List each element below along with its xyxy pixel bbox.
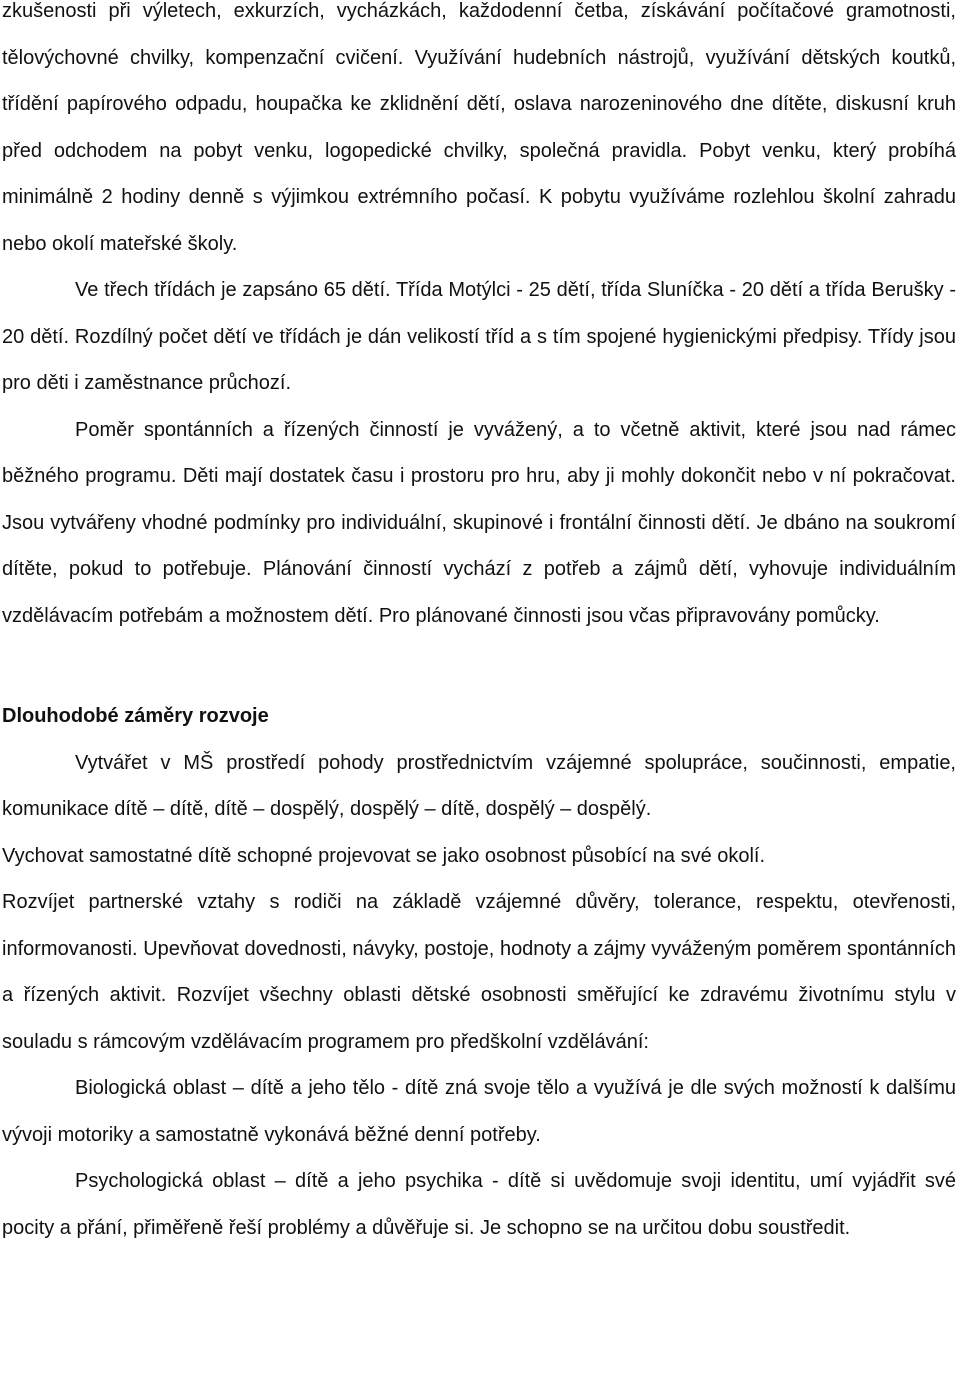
section-spacer — [2, 639, 956, 685]
paragraph-biological-area: Biologická oblast – dítě a jeho tělo - dítě zná svoje tělo a využívá je dle svých možností k dalšímu vývoji motoriky a samostatně vykonává běžné denní potřeby. — [2, 1077, 956, 1146]
paragraph-classes: Ve třech třídách je zapsáno 65 dětí. Třída Motýlci - 25 dětí, třída Sluníčka - 20 dětí a třída Berušky - 20 dětí. Rozdílný počet dětí ve třídách je dán velikostí tříd a s tím spojené hygienickými předpisy. Třídy jsou pro děti i zaměstnance průchozí. — [2, 279, 956, 394]
paragraph-activities: zkušenosti při výletech, exkurzích, vycházkách, každodenní četba, získávání počítačové gramotnosti, tělovýchovné chvilky, kompenzační cvičení. Využívání hudebních nástrojů, využívání dětských koutků, třídění papírového odpadu, houpačka ke zklidnění dětí, oslava narozeninového dne dítěte, diskusní kruh před odchodem na pobyt venku, logopedické chvilky, společná pravidla. Pobyt venku, který probíhá minimálně 2 hodiny denně s výjimkou extrémního počasí. K pobytu využíváme rozlehlou školní zahradu nebo okolí mateřské školy. — [2, 0, 956, 255]
paragraph-psychological-area: Psychologická oblast – dítě a jeho psychika - dítě si uvědomuje svoji identitu, umí vyjádřit své pocity a přání, přiměřeně řeší problémy a důvěřuje si. Je schopno se na určitou dobu soustředit. — [2, 1170, 956, 1239]
paragraph-environment: Vytvářet v MŠ prostředí pohody prostřednictvím vzájemné spolupráce, součinnosti, empatie, komunikace dítě – dítě, dítě – dospělý, dospělý – dítě, dospělý – dospělý. — [2, 751, 956, 820]
paragraph-balance: Poměr spontánních a řízených činností je vyvážený, a to včetně aktivit, které jsou nad rámec běžného programu. Děti mají dostatek času i prostoru pro hru, aby ji mohly dokončit nebo v ní pokračovat. Jsou vytvářeny vhodné podmínky pro individuální, skupinové i frontální činnosti dětí. Je dbáno na soukromí dítěte, pokud to potřebuje. Plánování činností vychází z potřeb a zájmů dětí, vyhovuje individuálním vzdělávacím potřebám a možnostem dětí. Pro plánované činnosti jsou včas připravovány pomůcky. — [2, 418, 956, 627]
section-heading: Dlouhodobé záměry rozvoje — [2, 705, 269, 727]
paragraph-independent-child: Vychovat samostatné dítě schopné projevovat se jako osobnost působící na své okolí. — [2, 844, 766, 867]
paragraph-partnership: Rozvíjet partnerské vztahy s rodiči na základě vzájemné důvěry, tolerance, respektu, otevřenosti, informovanosti. Upevňovat dovednosti, návyky, postoje, hodnoty a zájmy vyváženým poměrem spontánních a řízených aktivit. Rozvíjet všechny oblasti dětské osobnosti směřující ke zdravému životnímu stylu v souladu s rámcovým vzdělávacím programem pro předškolní vzdělávání: — [2, 891, 956, 1053]
